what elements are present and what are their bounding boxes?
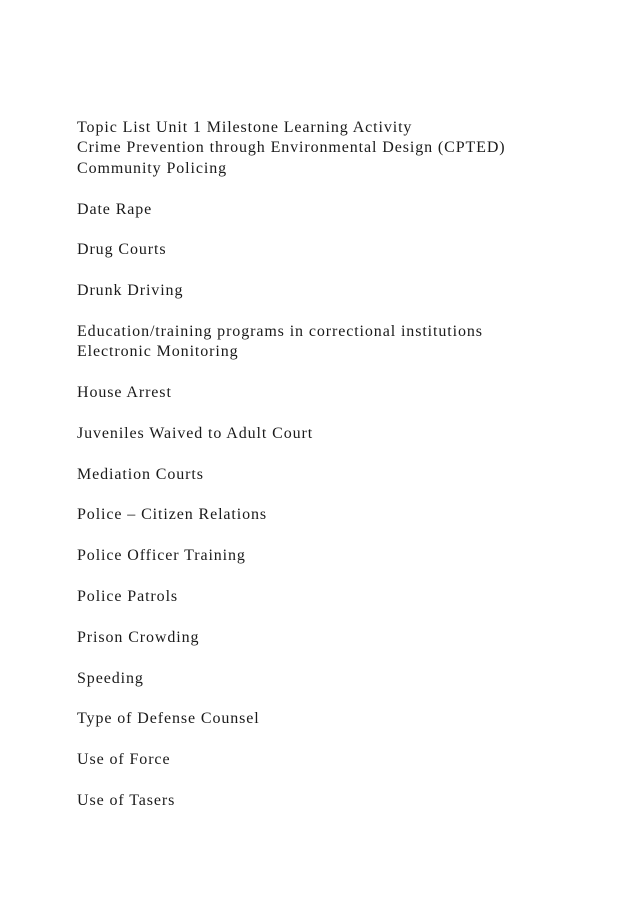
topic-item: Police Patrols xyxy=(77,587,179,605)
blank-line xyxy=(77,261,617,281)
blank-line xyxy=(77,220,617,240)
topic-item: Mediation Courts xyxy=(77,465,204,483)
topic-item: Drug Courts xyxy=(77,241,167,259)
topic-item: Date Rape xyxy=(77,200,153,218)
topic-item: Juveniles Waived to Adult Court xyxy=(77,424,314,442)
document-body xyxy=(77,118,617,811)
topic-item: House Arrest xyxy=(77,384,172,402)
blank-line xyxy=(77,444,617,464)
topic-item: Education/training programs in correctional institutions xyxy=(77,322,483,340)
blank-line xyxy=(77,485,617,505)
topic-item: Electronic Monitoring xyxy=(77,343,239,361)
topic-item: Prison Crowding xyxy=(77,628,200,646)
topic-item: Police Officer Training xyxy=(77,547,246,565)
topic-item: Use of Tasers xyxy=(77,791,176,809)
topic-item: Speeding xyxy=(77,669,144,687)
topic-item: Use of Force xyxy=(77,751,171,769)
topic-item: Police – Citizen Relations xyxy=(77,506,268,524)
blank-line xyxy=(77,179,617,199)
blank-line xyxy=(77,730,617,750)
topic-item: Crime Prevention through Environmental Design (CPTED) xyxy=(77,139,506,157)
document-title: Topic List Unit 1 Milestone Learning Activity xyxy=(77,119,413,136)
blank-line xyxy=(77,771,617,791)
blank-line xyxy=(77,526,617,546)
blank-line xyxy=(77,302,617,322)
blank-line xyxy=(77,689,617,709)
topic-item: Drunk Driving xyxy=(77,282,184,300)
blank-line xyxy=(77,607,617,627)
topic-item: Community Policing xyxy=(77,159,227,177)
blank-line xyxy=(77,363,617,383)
blank-line xyxy=(77,403,617,423)
blank-line xyxy=(77,567,617,587)
blank-line xyxy=(77,648,617,668)
topic-item: Type of Defense Counsel xyxy=(77,710,260,728)
